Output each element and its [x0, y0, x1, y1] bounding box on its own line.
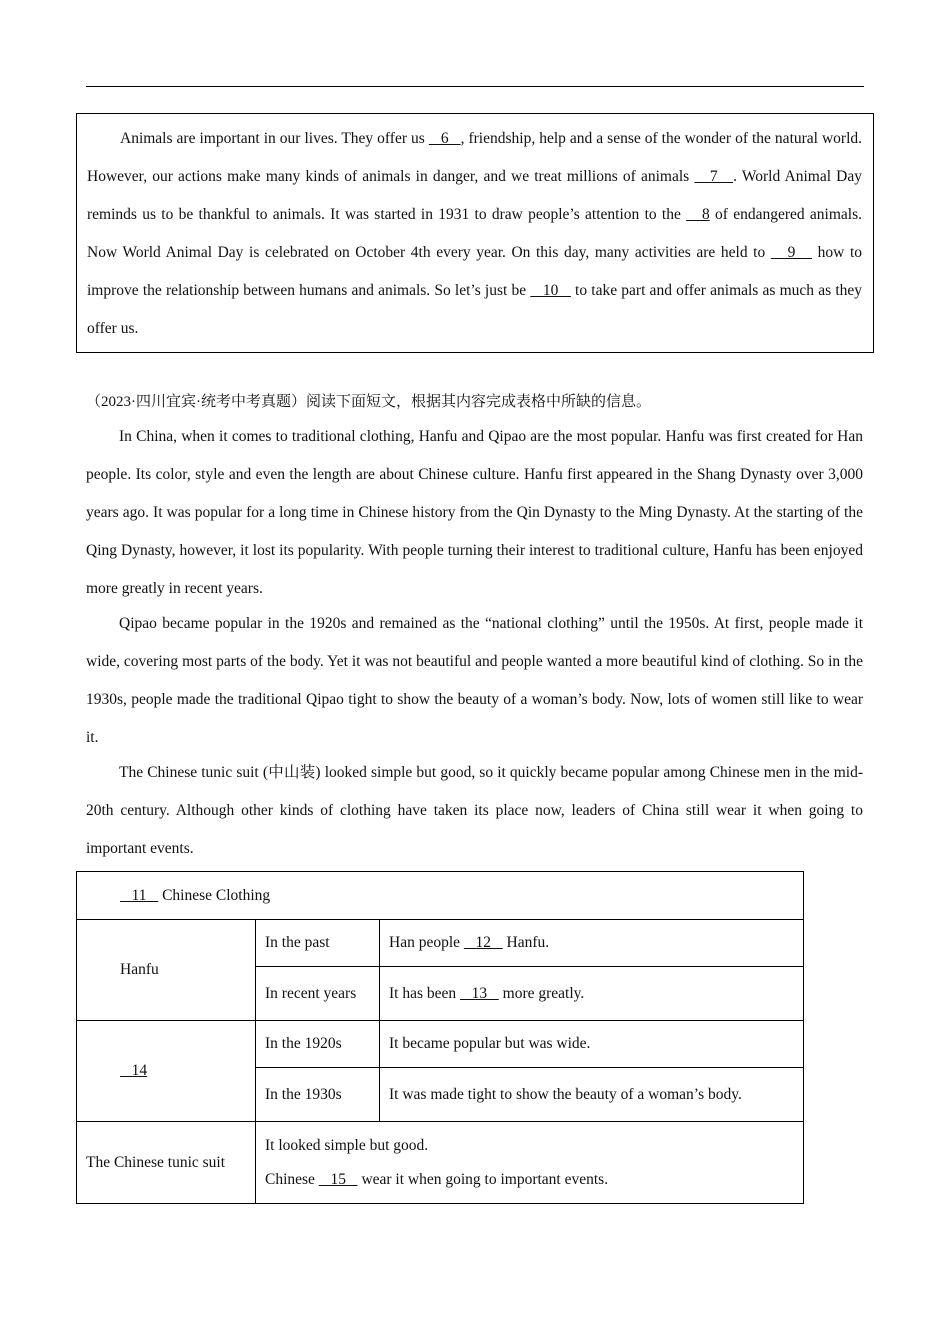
blank-8[interactable]: 8 [686, 206, 710, 223]
table-row [77, 1122, 804, 1204]
passage-text: how to improve the relationship between humans and animals. So let’s just be [87, 244, 863, 299]
tunic-suit-label: The Chinese tunic suit [77, 1122, 256, 1204]
cell-text: Hanfu. [502, 934, 550, 951]
blank-10[interactable]: 10 [530, 282, 571, 299]
paragraph-qipao: Qipao became popular in the 1920s and remained as the “national clothing” until the 1950s. At first, people made it wide, covering most parts of the body. Yet it was not beautiful and people wanted a more beautiful kind of clothing. So in the 1930s, people made the traditional Qipao tight to show the beauty of a woman’s body. Now, lots of women still like to wear it. [86, 615, 863, 746]
table-row [77, 1021, 804, 1068]
1930s-cell: It was made tight to show the beauty of a woman’s body. [380, 1068, 804, 1122]
blank-14[interactable]: 14 [120, 1062, 148, 1079]
blank-15[interactable]: 15 [318, 1170, 358, 1188]
recent-label: In recent years [256, 967, 380, 1021]
passage-text: of endangered animals. Now World Animal Day is celebrated on October 4th every year. On this day, many activities are held to [87, 206, 862, 261]
clothing-table [76, 871, 804, 1204]
tunic-line-1: It looked simple but good. [265, 1136, 429, 1154]
animal-day-passage [87, 120, 862, 348]
table-title-cell [77, 872, 804, 920]
past-cell [380, 920, 804, 967]
blank-6[interactable]: 6 [428, 130, 461, 147]
cell-text: It has been [389, 984, 461, 1002]
1920s-cell: It became popular but was wide. [380, 1021, 804, 1068]
tunic-line-2 [265, 1163, 794, 1197]
blank-11[interactable]: 11 [120, 886, 159, 904]
blank-13[interactable]: 13 [460, 984, 499, 1002]
paragraph-tunic-suit: The Chinese tunic suit (中山装) looked simple but good, so it quickly became popular among Chinese men in the mid-20th century. Although other kinds of clothing have taken its place now, leaders of China still wear it when going to important events. [86, 764, 863, 857]
table-row [77, 920, 804, 967]
animal-day-passage-box [76, 113, 874, 353]
tunic-suit-cell [256, 1122, 804, 1204]
question-source: （2023·四川宜宾·统考中考真题）阅读下面短文，根据其内容完成表格中所缺的信息。 [86, 394, 651, 410]
cell-text: Han people [389, 934, 464, 951]
qipao-label-cell [77, 1021, 256, 1122]
passage-text: to take part and offer animals as much as they offer us. [87, 282, 863, 337]
cell-text: wear it when going to important events. [357, 1170, 609, 1188]
recent-cell [380, 967, 804, 1021]
clothing-reading-section [86, 388, 863, 868]
blank-7[interactable]: 7 [694, 168, 734, 185]
table-row [77, 872, 804, 920]
blank-12[interactable]: 12 [463, 934, 503, 951]
hanfu-label: Hanfu [77, 920, 256, 1021]
1920s-label: In the 1920s [256, 1021, 380, 1068]
passage-text: . World Animal Day reminds us to be thankful to animals. It was started in 1931 to draw people’s attention to the [87, 168, 862, 223]
paragraph-hanfu: In China, when it comes to traditional clothing, Hanfu and Qipao are the most popular. Hanfu was first created for Han people. Its color, style and even the length are about Chinese culture. Hanfu first appeared in the Shang Dynasty over 3,000 years ago. It was popular for a long time in Chinese history from the Qin Dynasty to the Ming Dynasty. At the starting of the Qing Dynasty, however, it lost its popularity. With people turning their interest to traditional culture, Hanfu has been enjoyed more greatly in recent years. [86, 428, 863, 597]
passage-text: , friendship, help and a sense of the wonder of the natural world. However, our actions make many kinds of animals in danger, and we treat millions of animals [87, 130, 863, 185]
passage-text: Animals are important in our lives. They offer us [120, 130, 429, 147]
cell-text: more greatly. [498, 984, 585, 1002]
past-label: In the past [256, 920, 380, 967]
cell-text: Chinese [265, 1170, 319, 1188]
header-rule [86, 86, 864, 87]
blank-9[interactable]: 9 [770, 244, 813, 261]
table-title-text: Chinese Clothing [158, 886, 271, 904]
1930s-label: In the 1930s [256, 1068, 380, 1122]
